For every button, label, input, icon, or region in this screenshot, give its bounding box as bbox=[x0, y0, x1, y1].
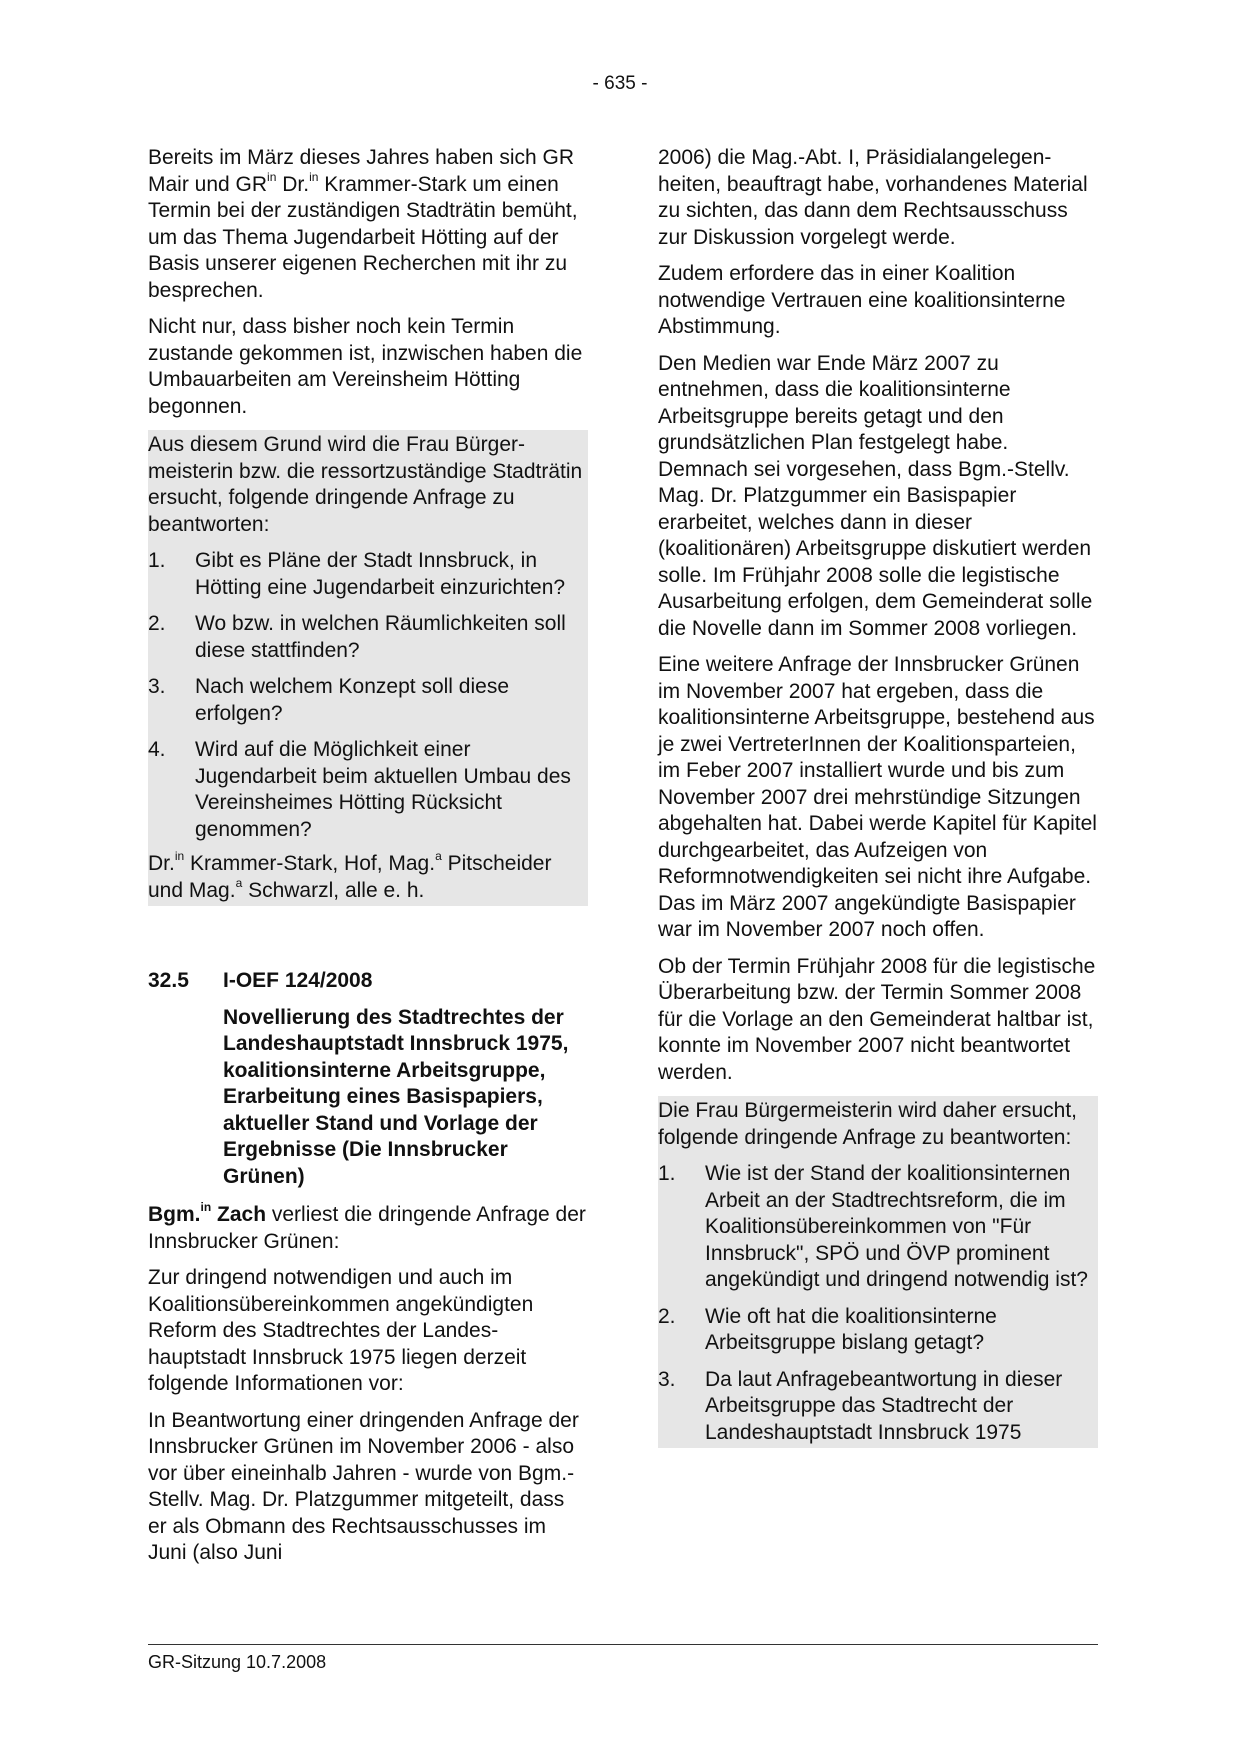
footer-rule bbox=[148, 1644, 1098, 1645]
question-item: 3. Da laut Anfragebeantwortung in dieser Arbeitsgruppe das Stadtrecht der Landeshauptstadt Innsbruck 1975 bbox=[658, 1367, 1063, 1444]
request-intro: Aus diesem Grund wird die Frau Bürgermeisterin bzw. die ressortzuständige Stadträtin ersucht, folgende dringende Anfrage zu beantworten: bbox=[148, 433, 583, 536]
intro-paragraph-2: Nicht nur, dass bisher noch kein Termin zustande gekommen ist, inzwischen haben die Umbauarbeiten am Vereinsheim Hötting begonnen. bbox=[148, 315, 583, 418]
request-intro: Die Frau Bürgermeisterin wird daher ersucht, folgende dringende Anfrage zu beantworten: bbox=[658, 1099, 1077, 1149]
right-paragraph-4: Eine weitere Anfrage der Innsbrucker Grünen im November 2007 hat ergeben, dass die koalitionsinterne Arbeitsgruppe, bestehend aus je zwei VertreterInnen der Koalitionsparteien, im Feber 2007 installiert wurde und bis zum November 2007 drei mehrstündige Sitzungen abgehalten hat. Dabei werde Kapitel für Kapitel durchgearbeitet, das Aufzeigen von Reformnotwendigkeiten sei nicht ihre Aufgabe. Das im März 2007 angekündigte Basispapier war im November 2007 noch offen. bbox=[658, 653, 1097, 941]
section-heading bbox=[148, 968, 588, 995]
body-paragraph-2: In Beantwortung einer dringenden Anfrage der Innsbrucker Grünen im November 2006 - also vor über eineinhalb Jahren - wurde von Bgm.-Stellv. Mag. Dr. Platzgummer mitgeteilt, dass er als Obmann des Rechtsausschusses im Juni (also Juni bbox=[148, 1408, 579, 1564]
body-paragraph-1: Zur dringend notwendigen und auch im Koalitionsübereinkommen angekündigten Reform des Stadtrechtes der Landeshauptstadt Innsbruck 1975 liegen derzeit folgende Informationen vor: bbox=[148, 1266, 534, 1395]
request-box-left bbox=[148, 430, 588, 906]
right-column bbox=[658, 145, 1098, 1458]
reader-line: Bgm.$^{in}$ Zach verliest die dringende Anfrage der Innsbrucker Grünen: bbox=[148, 1200, 586, 1253]
section-code: I-OEF 124/2008 bbox=[223, 969, 373, 992]
section-title: Novellierung des Stadtrechtes der Landeshauptstadt Innsbruck 1975, koalitionsinterne Arbeitsgruppe, Erarbeitung eines Basispapiers, aktueller Stand und Vorlage der Ergebnisse (Die Innsbrucker Grünen) bbox=[223, 1005, 569, 1188]
section-32-5 bbox=[148, 968, 588, 1190]
question-item: 2. Wo bzw. in welchen Räumlichkeiten soll diese stattfinden? bbox=[148, 612, 566, 662]
question-list bbox=[658, 1161, 1096, 1446]
question-item: 1. Wie ist der Stand der koalitionsinternen Arbeit an der Stadtrechtsreform, die im Koalitionsübereinkommen von "Für Innsbruck", SPÖ und ÖVP prominent angekündigt und dringend notwendig ist? bbox=[658, 1162, 1088, 1291]
right-paragraph-2: Zudem erfordere das in einer Koalition notwendige Vertrauen eine koalitionsinterne Abstimmung. bbox=[658, 262, 1066, 338]
signatories: Dr.$^{in}$ Krammer-Stark, Hof, Mag.$^a$ Pitscheider und Mag.$^a$ Schwarzl, alle e. h. bbox=[148, 849, 552, 902]
section-number: 32.5 bbox=[148, 969, 189, 992]
question-item: 1. Gibt es Pläne der Stadt Innsbruck, in Hötting eine Jugendarbeit einzurichten? bbox=[148, 549, 566, 599]
question-list bbox=[148, 548, 586, 843]
right-paragraph-3: Den Medien war Ende März 2007 zu entnehmen, dass die koalitionsinterne Arbeitsgruppe bereits getagt und den grundsätzlichen Plan festgelegt habe. Demnach sei vorgesehen, dass Bgm.-Stellv. Mag. Dr. Platzgummer ein Basispapier erarbeitet, welches dann in dieser (koalitionären) Arbeitsgruppe diskutiert werden solle. Im Frühjahr 2008 solle die legistische Ausarbeitung erfolgen, dem Gemeinderat solle die Novelle dann im Sommer 2008 vorliegen. bbox=[658, 351, 1093, 640]
question-item: 3. Nach welchem Konzept soll diese erfolgen? bbox=[148, 675, 509, 725]
question-item: 2. Wie oft hat die koalitionsinterne Arbeitsgruppe bislang getagt? bbox=[658, 1304, 997, 1354]
left-column bbox=[148, 145, 588, 1577]
right-paragraph-1: 2006) die Mag.-Abt. I, Präsidialangelegenheiten, beauftragt habe, vorhandenes Material zu sichten, das dann dem Rechtsausschuss zur Diskussion vorgelegt werde. bbox=[658, 146, 1088, 249]
question-item: 4. Wird auf die Möglichkeit einer Jugendarbeit beim aktuellen Umbau des Vereinsheimes Hötting Rücksicht genommen? bbox=[148, 738, 571, 841]
page-number: - 635 - bbox=[592, 73, 648, 94]
intro-paragraph-1: Bereits im März dieses Jahres haben sich GR Mair und $GR^{in}$ Dr.$^{in}$ Krammer-Stark um einen Termin bei der zuständigen Stadträtin bemüht, um das Thema Jugendarbeit Hötting auf der Basis unserer eigenen Recherchen mit ihr zu besprechen. bbox=[148, 146, 578, 302]
right-paragraph-5: Ob der Termin Frühjahr 2008 für die legistische Überarbeitung bzw. der Termin Sommer 2008 für die Vorlage an den Gemeinderat haltbar ist, konnte im November 2007 nicht beantwortet werden. bbox=[658, 954, 1096, 1084]
footer: GR-Sitzung 10.7.2008 bbox=[148, 1652, 327, 1672]
request-box-right bbox=[658, 1096, 1098, 1448]
